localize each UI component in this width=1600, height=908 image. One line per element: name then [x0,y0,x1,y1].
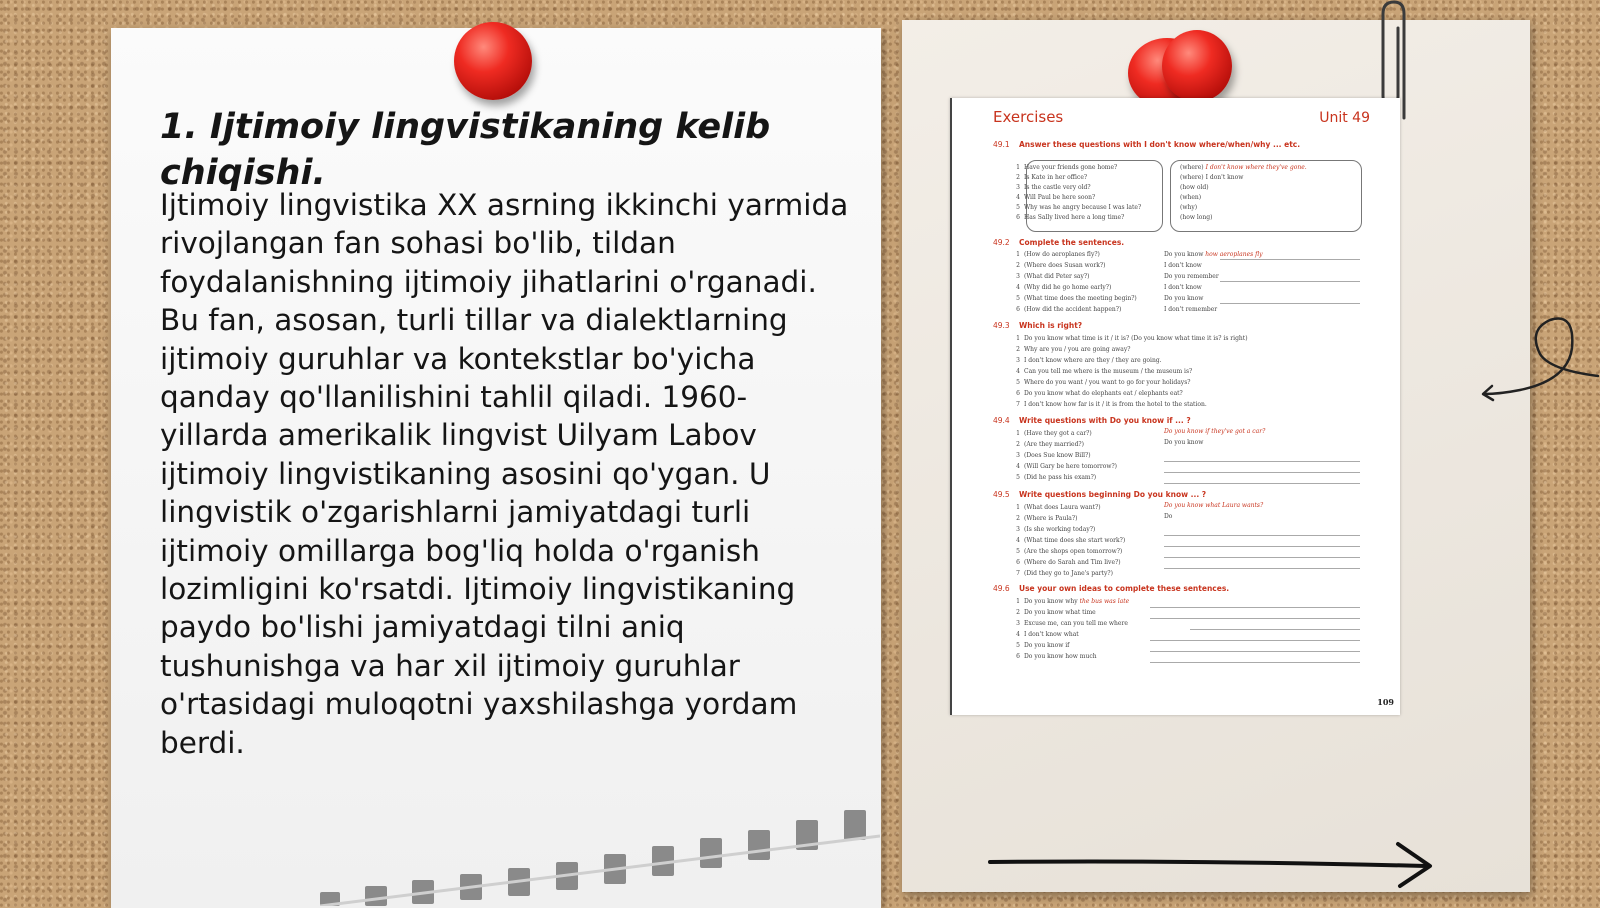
exercise-line: Do you know [1164,295,1204,302]
slide-body-text: Ijtimoiy lingvistika XX asrning ikkinchi yarmida rivojlangan fan sohasi bo'lib, tildan foydalanishning ijtimoiy jihatlarini o'rganadi. Bu fan, asosan, turli tillar va dialektlarning ijtimoiy guruhlar va kontekstlar bo'yicha qanday qo'llanilishini tahlil qiladi. 1960-yillarda amerikalik lingvist Uilyam Labov ijtimoiy lingvistikaning asosini qo'ygan. U lingvistik o'zgarishlarni jamiyatdagi turli ijtimoiy omillarga bog'liq holda o'rganish lozimligini ko'rsatdi. Ijtimoiy lingvistikaning paydo bo'lishi jamiyatdagi tilni aniq tushunishga va har xil ijtimoiy guruhlar o'rtasidagi muloqotni yaxshilashga yordam berdi. [160,188,849,760]
exercise-line: 4 (What time does she start work?) [1016,537,1126,544]
exercise-line: 2 Do you know what time [1016,609,1096,616]
exercise-line: 6 (How did the accident happen?) [1016,306,1122,313]
page-spine [950,98,952,715]
exercise-title: 49.1 Answer these questions with I don't know where/when/why ... etc. [993,140,1301,149]
exercise-line: 5 (Are the shops open tomorrow?) [1016,548,1123,555]
exercise-line: (when) [1180,194,1202,201]
exercise-line: 6 (Where do Sarah and Tim live?) [1016,559,1121,566]
answer-rule [1164,461,1360,462]
exercise-line: 1 Do you know why the bus was late [1016,598,1130,605]
answer-rule [1190,629,1360,630]
exercise-line: 2 (Where is Paula?) [1016,515,1078,522]
exercise-line: 7 (Did they go to Jane's party?) [1016,570,1113,577]
answer-rule [1220,303,1360,304]
exercise-line: Do you know [1164,439,1204,446]
exercise-line: 2 Why are you / you are going away? [1016,346,1131,353]
exercise-line: 3 Excuse me, can you tell me where [1016,620,1128,627]
answer-rule [1164,535,1360,536]
exercise-line: I don't know [1164,262,1202,269]
answer-rule [1164,568,1360,569]
exercise-line: 4 (Why did he go home early?) [1016,284,1112,291]
exercise-title: 49.2 Complete the sentences. [993,238,1125,247]
exercise-line: I don't remember [1164,306,1218,313]
exercise-line: 7 I don't know how far is it / it is from the hotel to the station. [1016,401,1207,408]
exercise-line: 6 Do you know how much [1016,653,1097,660]
textbook-page-image [950,98,1400,715]
exercise-line: 1 (What does Laura want?) [1016,504,1101,511]
slide-title: 1. Ijtimoiy lingvistikaning kelib chiqishi. [160,107,771,193]
exercise-title: 49.4 Write questions with Do you know if ... ? [993,416,1191,425]
exercise-title: 49.6 Use your own ideas to complete these sentences. [993,584,1230,593]
exercise-line: 1 Have your friends gone home? [1016,164,1118,171]
exercise-line: 3 (Does Sue know Bill?) [1016,452,1091,459]
curly-arrow-icon [1480,310,1600,410]
exercise-line: Do [1164,513,1173,520]
exercise-line: 4 (Will Gary be here tomorrow?) [1016,463,1118,470]
answer-rule [1150,651,1360,652]
textbook-header-title: Exercises [993,108,1064,126]
exercise-line: 4 Can you tell me where is the museum / the museum is? [1016,368,1193,375]
exercise-line: 4 I don't know what [1016,631,1079,638]
exercise-line: 1 Do you know what time is it / it is? (Do you know what time it is? is right) [1016,335,1248,342]
exercise-line: Do you know if they've got a car? [1164,428,1266,435]
exercise-line: 6 Do you know what do elephants eat / elephants eat? [1016,390,1183,397]
exercise-line: 2 Is Kate in her office? [1016,174,1088,181]
exercise-line: Do you remember [1164,273,1219,280]
exercise-line: (why) [1180,204,1198,211]
spiral-binding-icon [320,806,880,906]
exercise-line: (how long) [1180,214,1213,221]
exercise-line: 5 Why was he angry because I was late? [1016,204,1142,211]
exercise-line: 1 (How do aeroplanes fly?) [1016,251,1100,258]
exercise-line: 4 Will Paul be here soon? [1016,194,1096,201]
exercise-line: 5 Where do you want / you want to go for your holidays? [1016,379,1191,386]
exercise-line: 5 (Did he pass his exam?) [1016,474,1097,481]
exercise-line: 3 (Is she working today?) [1016,526,1096,533]
exercise-line: 1 (Have they got a car?) [1016,430,1092,437]
red-pushpin-icon [1162,30,1232,102]
exercise-line: Do you know how aeroplanes fly [1164,251,1263,258]
exercise-line: 5 Do you know if [1016,642,1070,649]
answer-rule [1164,546,1360,547]
exercise-line: 5 (What time does the meeting begin?) [1016,295,1137,302]
exercise-line: 3 I don't know where are they / they are going. [1016,357,1162,364]
answer-rule [1220,281,1360,282]
exercise-line: 2 (Are they married?) [1016,441,1084,448]
answer-rule [1164,472,1360,473]
exercise-line: Do you know what Laura wants? [1164,502,1264,509]
answer-rule [1150,618,1360,619]
answer-rule [1164,483,1360,484]
exercise-line: 2 (Where does Susan work?) [1016,262,1106,269]
exercise-line: I don't know [1164,284,1202,291]
exercise-line: (where) I don't know [1180,174,1244,181]
arrow-right-icon [986,840,1446,890]
textbook-unit-label: Unit 49 [1319,110,1370,126]
answer-rule [1150,640,1360,641]
exercise-title: 49.3 Which is right? [993,321,1083,330]
answer-rule [1150,607,1360,608]
answer-rule [1220,259,1360,260]
answer-rule [1150,662,1360,663]
exercise-line: 3 Is the castle very old? [1016,184,1091,191]
textbook-page-number: 109 [1377,697,1394,707]
exercise-title: 49.5 Write questions beginning Do you know ... ? [993,490,1207,499]
red-pushpin-icon [454,22,532,100]
exercise-line: 3 (What did Peter say?) [1016,273,1090,280]
exercise-line: 6 Has Sally lived here a long time? [1016,214,1125,221]
exercise-line: (how old) [1180,184,1209,191]
exercise-line: (where) I don't know where they've gone. [1180,164,1307,171]
answer-rule [1164,557,1360,558]
